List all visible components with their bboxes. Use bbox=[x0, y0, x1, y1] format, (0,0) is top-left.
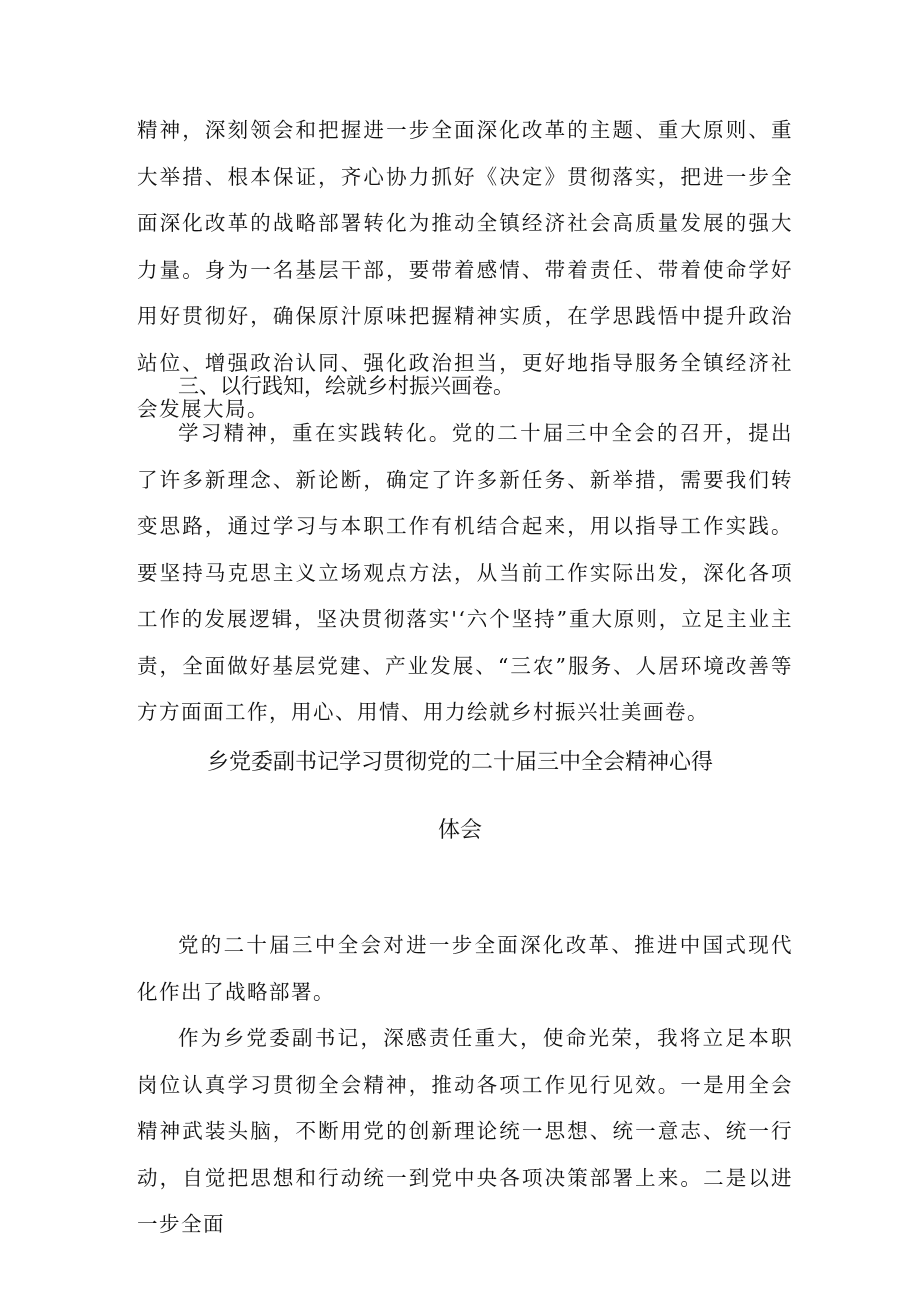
article-title-line2: 体会 bbox=[437, 818, 482, 843]
section-paragraph: 学习精神，重在实践转化。党的二十届三中全会的召开，提出了许多新理念、新论断，确定了许多新任务、新举措，需要我们转变思路，通过学习与本职工作有机结合起来，用以指导工作实践。要坚持马克思主义立场观点方法，从当前工作实际出发，深化各项工作的发展逻辑，坚决贯彻落实'‘六个坚持”重大原则，立足主业主责，全面做好基层党建、产业发展、“三农”服务、人居环境改善等方方面面工作，用心、用情、用力绘就乡村振兴壮美画卷。 bbox=[137, 421, 793, 724]
article-paragraph-2: 作为乡党委副书记，深感责任重大，使命光荣，我将立足本职岗位认真学习贯彻全会精神，推动各项工作见行见效。一是用全会精神武装头脑，不断用党的创新理论统一思想、统一意志、统一行动，自觉把思想和行动统一到党中央各项决策部署上来。二是以进一步全面 bbox=[137, 1026, 793, 1236]
continued-paragraph: 精神，深刻领会和把握进一步全面深化改革的主题、重大原则、重大举措、根本保证，齐心协力抓好《决定》贯彻落实，把进一步全面深化改革的战略部署转化为推动全镇经济社会高质量发展的强大力量。身为一名基层干部，要带着感情、带着责任、带着使命学好用好贯彻好，确保原汁原味把握精神实质，在学思践悟中提升政治站位、增强政治认同、强化政治担当，更好地指导服务全镇经济社会发展大局。 bbox=[137, 118, 793, 421]
section-heading: 三、以行践知，绘就乡村振兴画卷。 bbox=[178, 374, 514, 398]
article-paragraph-1: 党的二十届三中全会对进一步全面深化改革、推进中国式现代化作出了战略部署。 bbox=[137, 933, 793, 1004]
article-title-line1: 乡党委副书记学习贯彻党的二十届三中全会精神心得 bbox=[206, 750, 713, 775]
